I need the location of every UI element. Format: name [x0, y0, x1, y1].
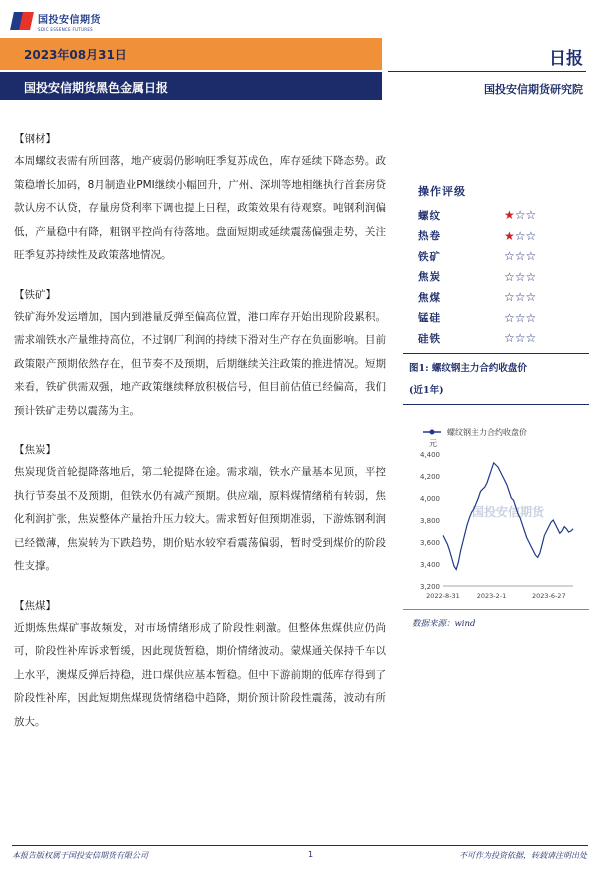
- section-body: 铁矿海外发运增加，国内到港量反弹至偏高位置，港口库存开始出现阶段累积。需求端铁水产量维持高位，不过钢厂利润的持续下滑对生产存在负面影响。目前政策限产预期依然存在，但节奏不及预期，后期继续关注政策的推进情况。短期来看，铁矿供需双强，地产政策继续释放积极信号，但目前估值已经偏高，我们预计铁矿走势以震荡为主。: [14, 310, 386, 417]
- y-tick-label: 4,200: [419, 473, 440, 481]
- y-tick-label: 4,000: [419, 495, 440, 503]
- header-divider: [388, 71, 586, 72]
- section-heading: 【焦煤】: [14, 599, 56, 612]
- star-empty-icon: ☆: [525, 249, 537, 264]
- rating-product: 硅铁: [418, 332, 441, 345]
- footer-copyright: 本报告版权属于国投安信期货有限公司: [12, 851, 148, 860]
- star-empty-icon: ☆: [525, 269, 537, 284]
- figure-rule-bottom: [403, 404, 589, 405]
- figure-caption-subtitle: (近1年): [409, 385, 444, 396]
- rating-row: [418, 246, 588, 267]
- star-empty-icon: ☆: [514, 331, 526, 346]
- section-coking-coal: [14, 597, 386, 735]
- y-tick-label: 4,400: [419, 451, 440, 459]
- section-coke: [14, 441, 386, 579]
- star-empty-icon: ☆: [525, 208, 537, 223]
- star-empty-icon: ☆: [525, 331, 537, 346]
- section-body: 近期炼焦煤矿事故频发，对市场情绪形成了阶段性刺激。但整体焦煤供应仍尚可，阶段性补库诉求暂缓，因此现货暂稳，期价情绪波动。蒙煤通关保持千车以上水平，澳煤反弹后持稳，进口煤供应基本暂稳。但中下游前期的低库存得到了阶段性补库，因此短期焦煤现货情绪稳中趋降，期价预计阶段性震荡，波动有所放大。: [14, 621, 386, 728]
- rating-row: [418, 287, 588, 308]
- source-divider: [403, 609, 589, 610]
- rating-row: [418, 308, 588, 329]
- page-number: 1: [308, 850, 314, 859]
- legend-label: 螺纹钢主力合约收盘价: [447, 428, 527, 437]
- star-empty-icon: ☆: [514, 310, 526, 325]
- figure-caption: [409, 358, 589, 402]
- x-tick-label: 2022-8-31: [426, 592, 460, 600]
- rating-product: 铁矿: [418, 250, 441, 263]
- star-empty-icon: ☆: [514, 290, 526, 305]
- star-empty-icon: ☆: [525, 310, 537, 325]
- star-empty-icon: ☆: [504, 331, 515, 346]
- section-body: 本周螺纹表需有所回落，地产疲弱仍影响旺季复苏成色，库存延续下降态势。政策稳增长加码，8月制造业PMI继续小幅回升，广州、深圳等地相继执行首套房贷款认房不认贷，存量房贷利率下调也提上日程，政策效果有待观察。吨钢利润偏低，产量稳中有降，粗钢平控尚有待落地。盘面短期或延续震荡偏强走势，关注旺季复苏持续性及政策落地情况。: [14, 155, 386, 261]
- star-empty-icon: ☆: [514, 228, 526, 243]
- x-tick-label: 2023-6-27: [531, 592, 566, 600]
- rating-stars: [504, 290, 536, 304]
- star-empty-icon: ☆: [525, 290, 537, 305]
- star-empty-icon: ☆: [504, 269, 515, 284]
- y-tick-label: 3,600: [419, 539, 440, 547]
- rating-stars: [504, 249, 536, 263]
- main-content: [14, 130, 386, 752]
- logo-name-en: SDIC ESSENCE FUTURES: [38, 26, 94, 32]
- section-body: 焦炭现货首轮提降落地后，第二轮提降在途。需求端，铁水产量基本见顶，平控执行节奏虽不及预期，但铁水仍有减产预期。供应端，原料煤情绪稍有转弱，焦化利润扩张，焦炭整体产量抬升压力较大。需求暂好但预期准弱，下游炼钢利润已经微薄，焦炭转为下跌趋势，期价贴水较窄看震荡偏弱，暂时受到煤价的阶段性支撑。: [14, 466, 386, 572]
- y-tick-label: 3,800: [419, 517, 440, 525]
- legend-marker: [430, 430, 435, 435]
- rating-product: 热卷: [418, 230, 441, 243]
- institute-name: 国投安信期货研究院: [484, 83, 583, 96]
- logo-name: 国投安信期货: [38, 14, 101, 26]
- report-date: 2023年08月31日: [24, 48, 127, 62]
- footer-divider: [12, 845, 588, 846]
- star-filled-icon: ★: [504, 228, 515, 243]
- section-steel: [14, 130, 386, 268]
- company-logo: [12, 8, 101, 34]
- data-source: 数据来源：wind: [412, 619, 476, 629]
- figure-rule-top: [403, 353, 589, 354]
- rating-product: 螺纹: [418, 209, 441, 222]
- section-iron-ore: [14, 286, 386, 424]
- logo-icon: [12, 10, 34, 32]
- y-tick-label: 3,400: [419, 561, 440, 569]
- section-heading: 【铁矿】: [14, 288, 56, 301]
- rating-row: [418, 267, 588, 288]
- star-filled-icon: ★: [504, 208, 515, 223]
- chart-watermark: 国投安信期货: [471, 505, 545, 519]
- rating-stars: [504, 270, 536, 284]
- star-empty-icon: ☆: [504, 249, 515, 264]
- figure-caption-title: 图1: 螺纹钢主力合约收盘价: [409, 363, 527, 374]
- rating-row: [418, 226, 588, 247]
- footer-disclaimer: 不可作为投资依据，转载请注明出处: [459, 851, 587, 860]
- star-empty-icon: ☆: [525, 228, 537, 243]
- rating-product: 焦炭: [418, 271, 441, 284]
- star-empty-icon: ☆: [514, 208, 526, 223]
- section-heading: 【钢材】: [14, 133, 56, 145]
- rating-row: [418, 205, 588, 226]
- rating-product: 锰硅: [418, 312, 441, 325]
- star-empty-icon: ☆: [514, 269, 526, 284]
- rating-stars: [504, 208, 536, 222]
- rating-panel: [418, 183, 588, 349]
- section-heading: 【焦炭】: [14, 444, 56, 456]
- rating-row: [418, 328, 588, 349]
- rating-stars: [504, 229, 536, 243]
- report-type: 日报: [549, 49, 583, 69]
- star-empty-icon: ☆: [514, 249, 526, 264]
- rating-product: 焦煤: [418, 291, 441, 304]
- rating-stars: [504, 311, 536, 325]
- y-unit-label: 元: [429, 439, 437, 448]
- rating-stars: [504, 331, 536, 345]
- rebar-price-chart: [403, 410, 589, 606]
- rating-title: 操作评级: [418, 185, 466, 198]
- x-tick-label: 2023-2-1: [476, 592, 507, 600]
- star-empty-icon: ☆: [504, 290, 515, 305]
- report-title: 国投安信期货黑色金属日报: [24, 81, 169, 95]
- y-tick-label: 3,200: [419, 583, 440, 591]
- star-empty-icon: ☆: [504, 310, 515, 325]
